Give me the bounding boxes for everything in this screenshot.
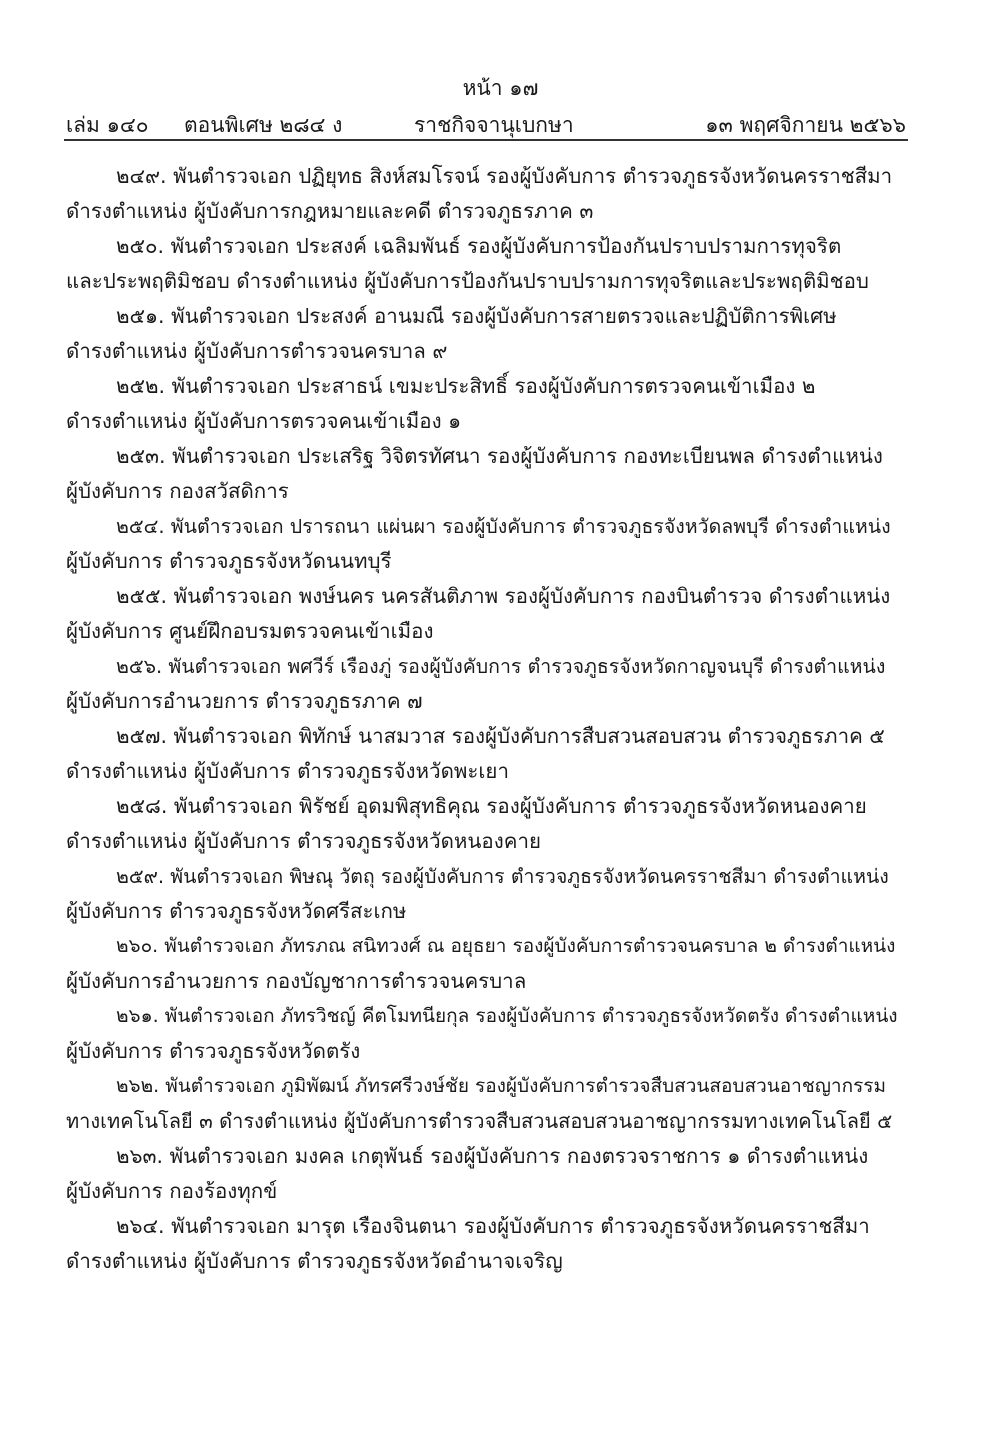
entry-line-2: ผู้บังคับการ กองสวัสดิการ	[66, 479, 289, 503]
entry-line-2: ดำรงตำแหน่ง ผู้บังคับการกฎหมายและคดี ตำรวจภูธรภาค ๓	[66, 199, 594, 223]
entry-line-1: ๒๕๓. พันตำรวจเอก ประเสริฐ วิจิตรทัศนา รองผู้บังคับการ กองทะเบียนพล ดำรงตำแหน่ง	[116, 444, 883, 468]
entry-line-1: ๒๖๒. พันตำรวจเอก ภูมิพัฒน์ ภัทรศรีวงษ์ชัย รองผู้บังคับการตำรวจสืบสวนสอบสวนอาชญากรรม	[116, 1075, 887, 1097]
appointment-entry	[66, 299, 900, 369]
entry-line-1: ๒๕๐. พันตำรวจเอก ประสงค์ เฉลิมพันธ์ รองผู้บังคับการป้องกันปราบปรามการทุจริต	[116, 234, 842, 258]
appointment-entry	[66, 789, 900, 859]
appointment-entry	[66, 1139, 900, 1209]
appointment-entry	[66, 229, 900, 299]
entry-line-2: ดำรงตำแหน่ง ผู้บังคับการ ตำรวจภูธรจังหวัดอำนาจเจริญ	[66, 1249, 563, 1273]
page-number: หน้า ๑๗	[462, 76, 539, 100]
appointment-entry	[66, 159, 900, 229]
volume-label: เล่ม ๑๔๐	[66, 113, 149, 137]
entry-line-2: ดำรงตำแหน่ง ผู้บังคับการ ตำรวจภูธรจังหวัดพะเยา	[66, 759, 509, 783]
entry-line-1: ๒๖๓. พันตำรวจเอก มงคล เกตุพันธ์ รองผู้บังคับการ กองตรวจราชการ ๑ ดำรงตำแหน่ง	[116, 1144, 869, 1168]
entry-line-1: ๒๖๔. พันตำรวจเอก มารุต เรืองจินตนา รองผู้บังคับการ ตำรวจภูธรจังหวัดนครราชสีมา	[116, 1214, 870, 1238]
appointment-entry	[66, 999, 900, 1069]
gazette-header	[66, 109, 906, 139]
header-divider	[64, 139, 908, 141]
entry-line-2: ผู้บังคับการ ศูนย์ฝึกอบรมตรวจคนเข้าเมือง	[66, 619, 434, 643]
entry-line-1: ๒๖๑. พันตำรวจเอก ภัทรวิชญ์ คีตโมทนียกุล รองผู้บังคับการ ตำรวจภูธรจังหวัดตรัง ดำรงตำแหน่ง	[116, 1005, 898, 1027]
entry-line-1: ๒๕๘. พันตำรวจเอก พิรัชย์ อุดมพิสุทธิคุณ รองผู้บังคับการ ตำรวจภูธรจังหวัดหนองคาย	[116, 794, 867, 818]
entry-line-1: ๒๕๒. พันตำรวจเอก ประสาธน์ เขมะประสิทธิ์ รองผู้บังคับการตรวจคนเข้าเมือง ๒	[116, 374, 816, 398]
entry-line-2: ดำรงตำแหน่ง ผู้บังคับการตรวจคนเข้าเมือง ๑	[66, 409, 462, 433]
entry-line-2: ดำรงตำแหน่ง ผู้บังคับการ ตำรวจภูธรจังหวัดหนองคาย	[66, 829, 541, 853]
publication-date: ๑๓ พฤศจิกายน ๒๕๖๖	[705, 113, 906, 137]
entry-line-2: ดำรงตำแหน่ง ผู้บังคับการตำรวจนครบาล ๙	[66, 339, 448, 363]
entry-line-1: ๒๕๙. พันตำรวจเอก พิษณุ วัตถุ รองผู้บังคับการ ตำรวจภูธรจังหวัดนครราชสีมา ดำรงตำแหน่ง	[116, 865, 889, 888]
entry-line-2: และประพฤติมิชอบ ดำรงตำแหน่ง ผู้บังคับการป้องกันปราบปรามการทุจริตและประพฤติมิชอบ	[66, 269, 869, 293]
entry-line-2: ผู้บังคับการ กองร้องทุกข์	[66, 1179, 278, 1203]
entry-line-2: ทางเทคโนโลยี ๓ ดำรงตำแหน่ง ผู้บังคับการตำรวจสืบสวนสอบสวนอาชญากรรมทางเทคโนโลยี ๕	[66, 1109, 893, 1133]
appointment-entry	[66, 509, 900, 579]
entry-line-1: ๒๕๗. พันตำรวจเอก พิทักษ์ นาสมวาส รองผู้บังคับการสืบสวนสอบสวน ตำรวจภูธรภาค ๕	[116, 724, 885, 748]
appointment-entry	[66, 579, 900, 649]
entry-line-2: ผู้บังคับการอำนวยการ ตำรวจภูธรภาค ๗	[66, 689, 423, 713]
entry-line-1: ๒๕๔. พันตำรวจเอก ปรารถนา แผ่นผา รองผู้บังคับการ ตำรวจภูธรจังหวัดลพบุรี ดำรงตำแหน่ง	[116, 515, 891, 538]
appointment-entry	[66, 1069, 900, 1139]
appointment-entry	[66, 649, 900, 719]
appointment-entry	[66, 929, 900, 999]
issue-label: ตอนพิเศษ ๒๘๔ ง	[184, 113, 343, 137]
entry-line-1: ๒๔๙. พันตำรวจเอก ปฏิยุทธ สิงห์สมโรจน์ รองผู้บังคับการ ตำรวจภูธรจังหวัดนครราชสีมา	[116, 164, 893, 188]
appointment-entry	[66, 859, 900, 929]
entry-line-1: ๒๕๖. พันตำรวจเอก พศวีร์ เรืองภู่ รองผู้บังคับการ ตำรวจภูธรจังหวัดกาญจนบุรี ดำรงตำแหน่ง	[116, 655, 886, 678]
entry-line-1: ๒๕๕. พันตำรวจเอก พงษ์นคร นครสันติภาพ รองผู้บังคับการ กองบินตำรวจ ดำรงตำแหน่ง	[116, 584, 891, 608]
entry-line-1: ๒๕๑. พันตำรวจเอก ประสงค์ อานมณี รองผู้บังคับการสายตรวจและปฏิบัติการพิเศษ	[116, 304, 837, 328]
appointment-entry	[66, 439, 900, 509]
appointment-entry	[66, 719, 900, 789]
appointment-entry	[66, 1209, 900, 1279]
entry-line-1: ๒๖๐. พันตำรวจเอก ภัทรภณ สนิทวงศ์ ณ อยุธยา รองผู้บังคับการตำรวจนครบาล ๒ ดำรงตำแหน่ง	[116, 935, 896, 957]
entry-line-2: ผู้บังคับการ ตำรวจภูธรจังหวัดนนทบุรี	[66, 549, 392, 573]
entry-line-2: ผู้บังคับการ ตำรวจภูธรจังหวัดตรัง	[66, 1039, 361, 1063]
entry-line-2: ผู้บังคับการอำนวยการ กองบัญชาการตำรวจนครบาล	[66, 969, 527, 993]
entry-line-2: ผู้บังคับการ ตำรวจภูธรจังหวัดศรีสะเกษ	[66, 899, 407, 923]
appointment-list	[66, 159, 900, 1279]
publication-title: ราชกิจจานุเบกษา	[414, 113, 574, 137]
appointment-entry	[66, 369, 900, 439]
